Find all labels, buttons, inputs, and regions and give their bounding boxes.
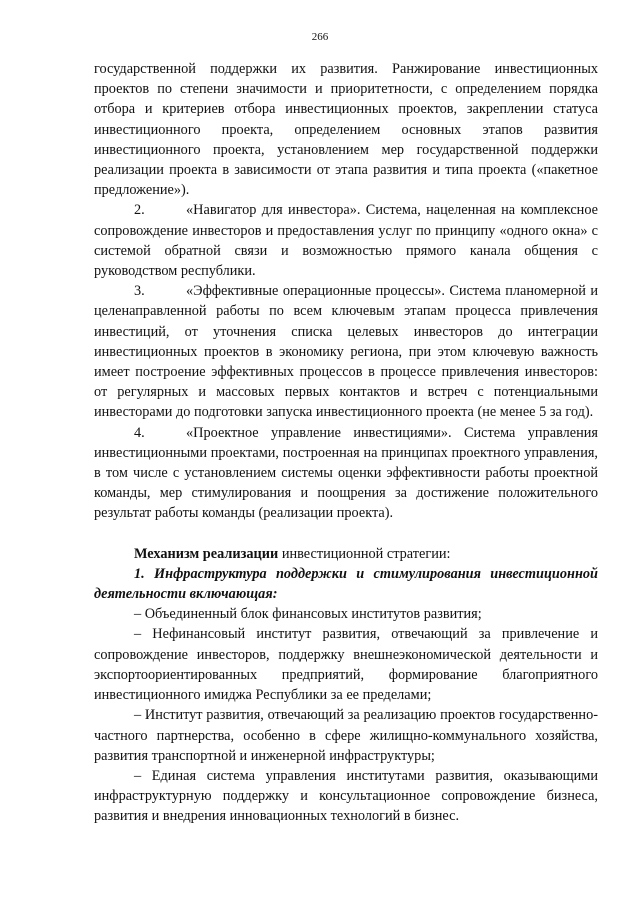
list-number: 3. xyxy=(134,283,145,300)
bullet-item: – Нефинансовый институт развития, отвечающий за привлечение и сопровождение инвесторов, поддержку внешнеэкономической деятельности и экспортоориентированных предприятий, формирование благоприятного инвестиционного имиджа Республики за ее пределами; xyxy=(94,626,598,704)
list-item-2 xyxy=(94,200,598,281)
paragraph-continuation: государственной поддержки их развития. Ранжирование инвестиционных проектов по степени значимости и приоритетности, с определением порядка отбора и критериев отбора инвестиционных проектов, закреплении статуса инвестиционного проекта, определением основных этапов развития инвестиционного проекта, установлением мер государственной поддержки реализации проекта в зависимости от этапа развития и типа проекта («пакетное предложение»). xyxy=(94,61,598,199)
section-heading-bold: Механизм реализации xyxy=(134,545,279,562)
list-item-4 xyxy=(94,423,598,524)
list-item-text: «Проектное управление инвестициями». Система управления инвестиционными проектами, построенная на принципах проектного управления, в том числе с установлением системы оценки эффективности работы проектной команды, мер стимулирования и поощрения за достижение положительного результат работы команды (реализации проекта). xyxy=(94,424,598,522)
list-number: 2. xyxy=(134,202,145,219)
list-item-text: «Эффективные операционные процессы». Система планомерной и целенаправленной работы по всем ключевым этапам процесса привлечения инвестиций, от уточнения списка целевых инвесторов до интеграции инвестиционных проектов в экономику региона, при этом ключевую важность имеет построение эффективных процессов в процессе привлечения инвесторов: от регулярных и массовых первых контактов и встреч с потенциальными инвесторами до подготовки запуска инвестиционного проекта (не менее 5 за год). xyxy=(94,283,598,421)
subsection-heading: 1. Инфраструктура поддержки и стимулирования инвестиционной деятельности включающая: xyxy=(94,565,598,603)
document-body xyxy=(94,59,598,827)
list-item-text: «Навигатор для инвестора». Система, нацеленная на комплексное сопровождение инвесторов и предоставления услуг по принципу «одного окна» с системой обратной связи и возможностью прямого канала общения с руководством республики. xyxy=(94,202,598,280)
bullet-item: – Единая система управления институтами развития, оказывающими инфраструктурную поддержку и консультационное сопровождение бизнеса, развития и внедрения инновационных технологий в бизнес. xyxy=(94,767,598,825)
list-item-3 xyxy=(94,281,598,422)
page-number: 266 xyxy=(311,31,329,43)
list-number: 4. xyxy=(134,424,145,441)
bullet-item: – Объединенный блок финансовых институтов развития; xyxy=(134,606,482,623)
section-heading-rest: инвестиционной стратегии: xyxy=(278,545,451,562)
section-heading xyxy=(94,544,598,564)
bullet-item: – Институт развития, отвечающий за реализацию проектов государственно-частного партнерства, особенно в сфере жилищно-коммунального хозяйства, развития транспортной и инженерной инфраструктуры; xyxy=(94,707,598,764)
spacer xyxy=(94,524,598,544)
